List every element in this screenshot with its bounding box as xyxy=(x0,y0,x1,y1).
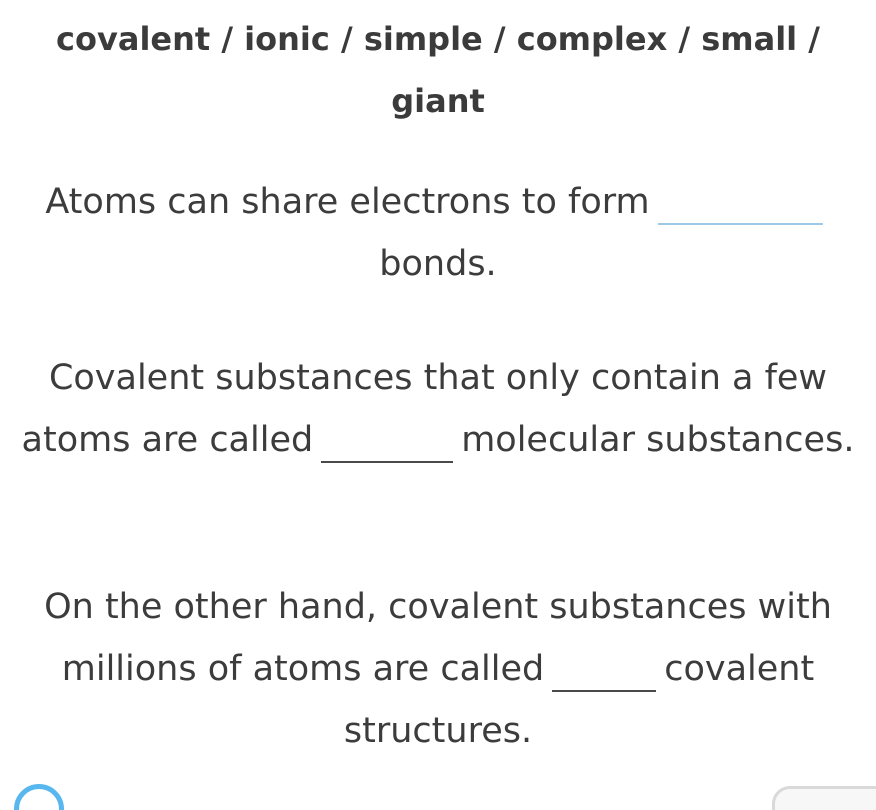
next-button[interactable] xyxy=(772,786,876,810)
blank-3-input[interactable] xyxy=(552,666,656,692)
sentence-2 xyxy=(10,347,866,471)
word-bank xyxy=(20,8,856,132)
sentence-1-after: bonds. xyxy=(379,244,497,284)
sentence-3 xyxy=(10,576,866,762)
sentence-3-before: On the other hand, covalent substances with millions of atoms are called xyxy=(44,587,832,689)
sentence-2-before: Covalent substances that only contain a few atoms are called xyxy=(21,358,828,460)
blank-2-input[interactable] xyxy=(321,437,453,463)
blank-1-input[interactable] xyxy=(658,199,823,225)
sentence-3-after: covalent structures. xyxy=(343,649,815,751)
sentence-1-before: Atoms can share electrons to form xyxy=(45,182,650,222)
sentence-1 xyxy=(10,171,866,295)
sentence-2-after: molecular substances. xyxy=(461,420,855,460)
word-bank-text: covalent / ionic / simple / complex / small / giant xyxy=(56,20,820,120)
help-circle-icon[interactable] xyxy=(14,784,64,810)
